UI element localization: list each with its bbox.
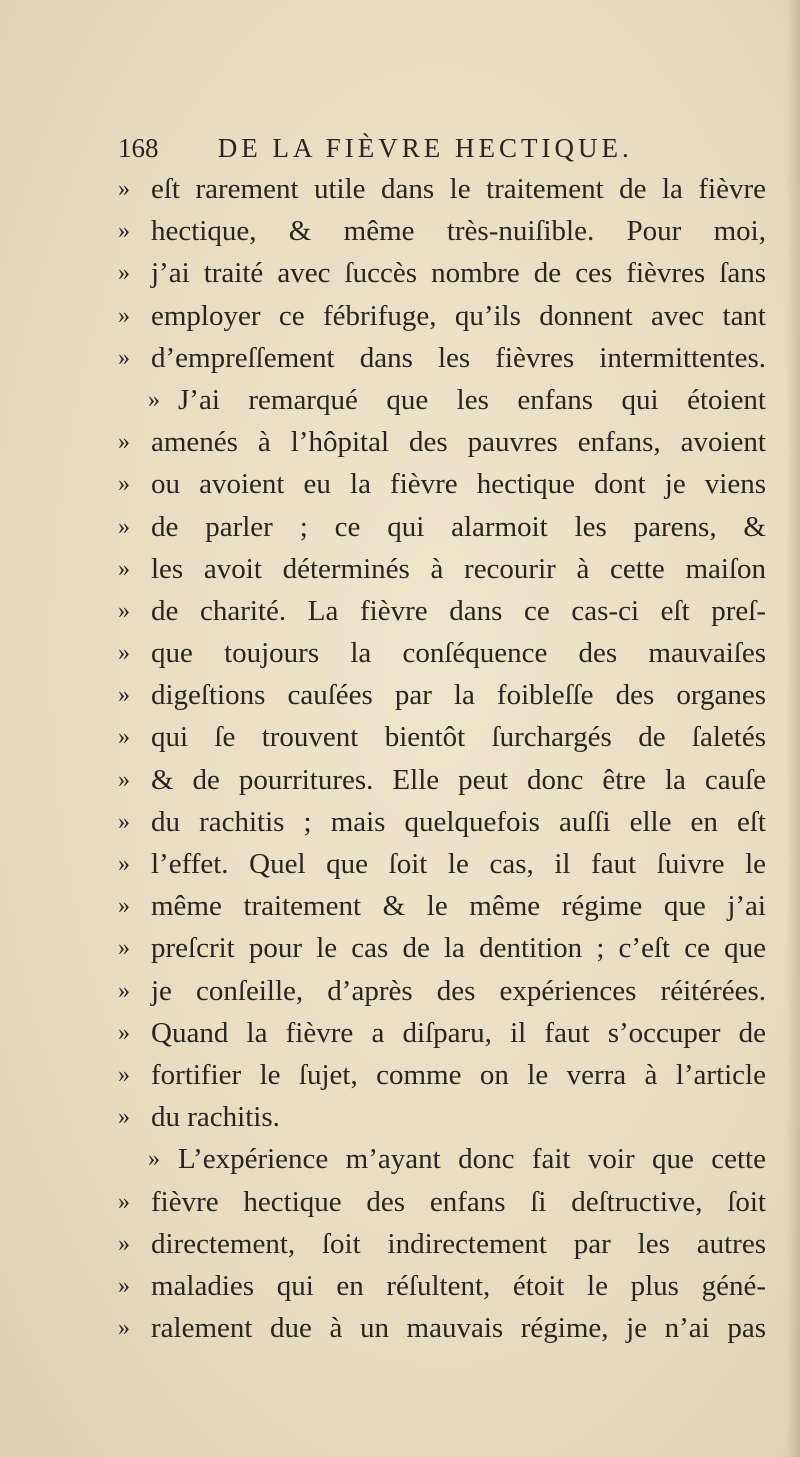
- quotation-mark: »: [118, 176, 130, 202]
- quotation-mark: »: [118, 1315, 130, 1342]
- line-text: même traitement & le même régime que j’ai: [151, 890, 766, 923]
- line-text: je conſeille, d’après des expériences réitérées.: [151, 974, 766, 1007]
- line-text: maladies qui en réſultent, étoit le plus géné-: [151, 1269, 766, 1302]
- quotation-mark: »: [118, 808, 130, 835]
- text-line: [118, 674, 766, 716]
- quotation-mark: »: [118, 429, 130, 456]
- line-text: que toujours la conſéquence des mauvaiſes: [151, 637, 766, 670]
- quotation-mark: »: [118, 640, 130, 667]
- quotation-mark: »: [118, 1272, 130, 1299]
- quotation-mark: »: [118, 555, 130, 582]
- quotation-mark: »: [118, 1230, 130, 1257]
- text-line: [118, 1138, 766, 1180]
- line-text: digeſtions cauſées par la foibleſſe des organes: [151, 679, 766, 712]
- line-text: L’expérience m’ayant donc fait voir que cette: [178, 1143, 766, 1176]
- text-line: [118, 1265, 766, 1307]
- line-text: eſt rarement utile dans le traitement de la fièvre: [151, 173, 766, 205]
- line-text: ou avoient eu la fièvre hectique dont je viens: [151, 468, 766, 501]
- line-text: ralement due à un mauvais régime, je n’ai pas: [151, 1312, 766, 1345]
- text-line: [118, 927, 766, 969]
- quotation-mark: »: [118, 935, 130, 962]
- text-line: [118, 843, 766, 885]
- text-line: [118, 1223, 766, 1265]
- line-text: directement, ſoit indirectement par les autres: [151, 1227, 766, 1260]
- text-body: [118, 168, 766, 1349]
- text-line: [118, 1096, 766, 1138]
- text-line: [118, 252, 766, 294]
- text-line: [118, 506, 766, 548]
- line-text: employer ce fébrifuge, qu’ils donnent avec tant: [151, 299, 766, 332]
- quotation-mark: »: [118, 1019, 130, 1046]
- text-line: [118, 970, 766, 1012]
- text-line: [118, 337, 766, 379]
- quotation-mark: »: [118, 302, 130, 329]
- quotation-mark: »: [118, 597, 130, 624]
- line-text: de charité. La fièvre dans ce cas-ci eſt preſ-: [151, 594, 766, 627]
- text-line: [118, 759, 766, 801]
- text-line: [118, 548, 766, 590]
- quotation-mark: »: [118, 682, 130, 709]
- line-text: amenés à l’hôpital des pauvres enfans, avoient: [151, 426, 766, 459]
- quotation-mark: »: [118, 344, 130, 371]
- running-title: DE LA FIÈVRE HECTIQUE.: [217, 133, 633, 163]
- quotation-mark: »: [148, 386, 160, 413]
- quotation-mark: »: [118, 851, 130, 877]
- line-text: preſcrit pour le cas de la dentition ; c’eſt ce que: [151, 932, 766, 965]
- quotation-mark: »: [118, 977, 130, 1004]
- page-number: 168: [118, 133, 159, 163]
- quotation-mark: »: [118, 1188, 130, 1215]
- quotation-mark: »: [118, 766, 130, 793]
- text-line: [118, 168, 766, 210]
- text-line: [118, 1054, 766, 1096]
- line-text: fièvre hectique des enfans ſi deſtructive, ſoit: [151, 1185, 766, 1218]
- quotation-mark: »: [118, 893, 130, 920]
- quotation-mark: »: [118, 471, 130, 498]
- text-line: [118, 590, 766, 632]
- quotation-mark: »: [118, 724, 130, 751]
- page-edge-shadow: [786, 0, 800, 1457]
- line-text: d’empreſſement dans les fièvres intermittentes.: [151, 341, 766, 374]
- text-line: [118, 885, 766, 927]
- text-line: [118, 632, 766, 674]
- line-text: hectique, & même très-nuiſible. Pour moi,: [151, 215, 766, 248]
- text-line: [118, 1012, 766, 1054]
- line-text: du rachitis.: [151, 1101, 280, 1134]
- quotation-mark: »: [118, 218, 130, 245]
- page-header: [118, 133, 698, 173]
- line-text: j’ai traité avec ſuccès nombre de ces fièvres ſans: [151, 257, 766, 290]
- line-text: & de pourritures. Elle peut donc être la cauſe: [151, 763, 766, 796]
- line-text: les avoit déterminés à recourir à cette maiſon: [151, 552, 766, 585]
- line-text: de parler ; ce qui alarmoit les parens, &: [151, 510, 766, 543]
- quotation-mark: »: [118, 1104, 130, 1131]
- line-text: Quand la fièvre a diſparu, il faut s’occuper de: [151, 1016, 766, 1049]
- text-line: [118, 716, 766, 758]
- line-text: qui ſe trouvent bientôt ſurchargés de ſaletés: [151, 721, 766, 754]
- text-line: [118, 1181, 766, 1223]
- quotation-mark: »: [118, 260, 130, 287]
- text-line: [118, 1307, 766, 1349]
- text-line: [118, 421, 766, 463]
- text-line: [118, 801, 766, 843]
- line-text: du rachitis ; mais quelquefois auſſi elle en eſt: [151, 805, 766, 838]
- line-text: fortifier le ſujet, comme on le verra à l’article: [151, 1058, 766, 1091]
- quotation-mark: »: [118, 1061, 130, 1088]
- text-line: [118, 379, 766, 421]
- text-line: [118, 210, 766, 252]
- text-line: [118, 463, 766, 505]
- quotation-mark: »: [148, 1146, 160, 1173]
- line-text: l’effet. Quel que ſoit le cas, il faut ſuivre le: [151, 848, 766, 880]
- text-line: [118, 295, 766, 337]
- quotation-mark: »: [118, 513, 130, 540]
- line-text: J’ai remarqué que les enfans qui étoient: [178, 383, 766, 416]
